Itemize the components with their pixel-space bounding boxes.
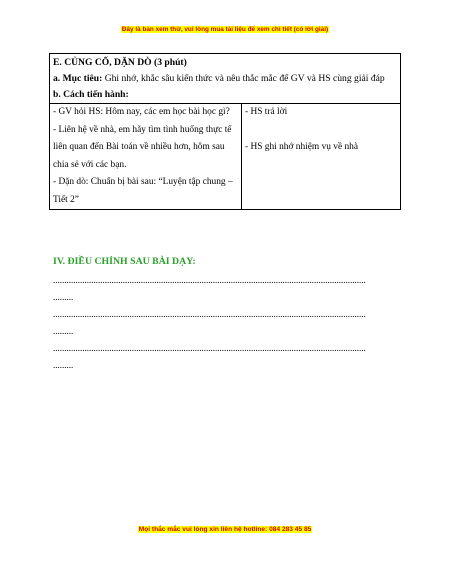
preview-banner-text: Đây là bản xem thử, vui lòng mua tài liệu để xem chi tiết (có lời giải)	[121, 26, 329, 33]
section-e-header	[50, 54, 400, 103]
student-activity-1: - HS trả lời	[245, 107, 288, 117]
section-e-goal: a. Mục tiêu: Ghi nhớ, khắc sâu kiến thức và nêu thắc mắc để GV và HS cùng giải đáp	[53, 73, 385, 84]
preview-banner	[0, 26, 450, 33]
activity-row	[50, 103, 400, 209]
lesson-table	[49, 53, 401, 210]
adjustment-line-1-end: .........	[53, 292, 74, 302]
teacher-activity-3: - Dặn dò: Chuẩn bị bài sau: “Luyện tập chung – Tiết 2”	[53, 177, 233, 205]
adjustment-line-1: ...........................................................................................................................................	[53, 275, 366, 285]
teacher-activity-2: - Liên hệ về nhà, em hãy tìm tình huống thực tế liên quan đến Bài toán về nhiều hơn, hôm sau chia sẻ với các bạn.	[53, 124, 232, 170]
adjustment-line-3-end: .........	[53, 360, 74, 370]
student-activity-2: - HS ghi nhớ nhiệm vụ về nhà	[245, 142, 359, 152]
adjustment-line-3: ...........................................................................................................................................	[53, 343, 366, 353]
hotline-banner	[0, 526, 450, 533]
student-activities	[242, 104, 400, 209]
teacher-activities	[50, 104, 242, 209]
section-iv-title: IV. ĐIỀU CHỈNH SAU BÀI DẠY:	[53, 256, 196, 267]
section-e-method: b. Cách tiến hành:	[53, 89, 129, 100]
teacher-activity-1: - GV hỏi HS: Hôm nay, các em học bài học gì?	[53, 107, 230, 117]
hotline-banner-text: Mọi thắc mắc vui lòng xin liên hệ hotline: 084 283 45 85	[138, 526, 312, 533]
section-e-title: E. CỦNG CỐ, DẶN DÒ (3 phút)	[53, 57, 187, 68]
adjustment-line-2-end: .........	[53, 326, 74, 336]
adjustment-line-2: ...........................................................................................................................................	[53, 309, 366, 319]
